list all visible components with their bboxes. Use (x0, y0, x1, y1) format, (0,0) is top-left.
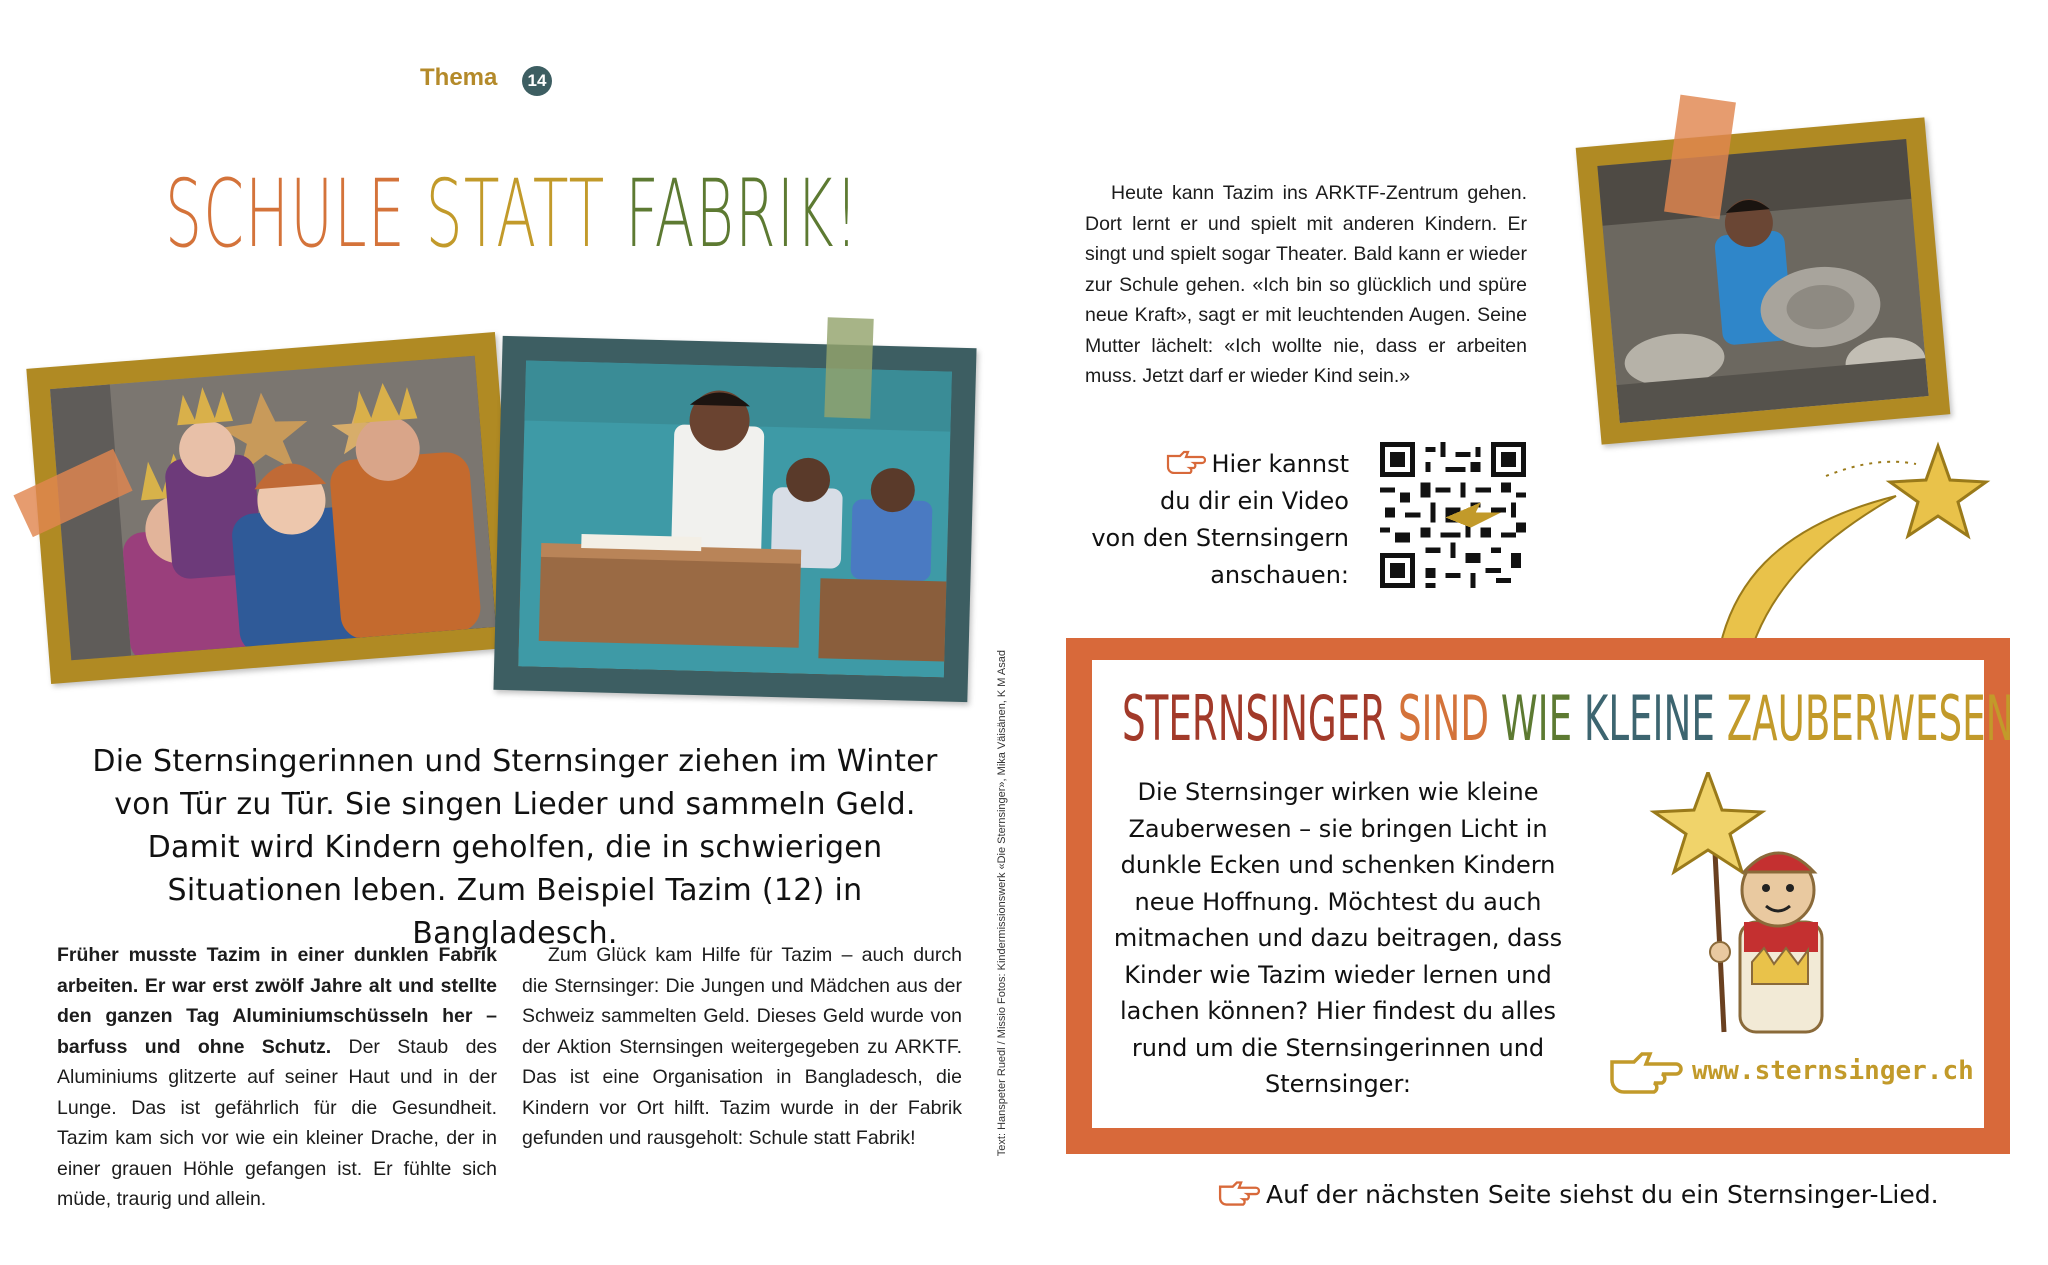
qr-code-icon[interactable] (1380, 442, 1526, 588)
page-title (165, 160, 860, 269)
classroom-picture (518, 360, 952, 677)
next-page-note-text: Auf der nächsten Seite siehst du ein Sternsinger-Lied. (1266, 1180, 1939, 1209)
body-column-2: Zum Glück kam Hilfe für Tazim – auch durch die Sternsinger: Die Jungen und Mädchen aus der Schweiz sammelten Geld. Dieses Geld wurde von der Aktion Sternsingen weitergegeben zu ARKTF. Das ist eine Organisation in Bangladesch, die Kindern vor Ort hilft. Tazim wurde in der Fabrik gefunden und rausgeholt: Schule statt Fabrik! (522, 944, 962, 1149)
photo-sternsinger-children (26, 332, 519, 684)
title-word-3: FABRIK! (625, 160, 860, 269)
star-mascot-illustration (1632, 772, 1862, 1052)
info-box-text: Die Sternsinger wirken wie kleine Zauberwesen – sie bringen Licht in dunkle Ecken und schenken Kindern neue Hoffnung. Möchtest du auch mitmachen und dazu beitragen, dass Kinder wie Tazim wieder lernen und lachen können? Hier findest du alles rund um die Sternsingerinnen und Sternsinger: (1113, 778, 1563, 1098)
photo-classroom (493, 336, 976, 702)
body-column-1-bold: Früher musste Tazim in einer dunklen Fabrik arbeiten. Er war erst zwölf Jahre alt und stellte den ganzen Tag Aluminiumschüsseln her – barfuss und ohne Schutz. (57, 944, 497, 1058)
title-word-2: STATT (425, 160, 606, 269)
body-column-1 (57, 940, 497, 1215)
pointing-hand-icon (1608, 1050, 1684, 1096)
video-hint-line-2: du dir ein Video (1160, 487, 1349, 515)
info-box-title-word-5: ZAUBERWESEN (1726, 682, 2014, 755)
page-number-badge: 14 (522, 66, 552, 96)
body-column-1-text: Der Staub des Aluminiums glitzerte auf seiner Haut und in der Lunge. Das ist gefährlich für die Gesundheit. Tazim kam sich vor wie ein kleiner Drache, der in einer grauen Höhle gefangen ist. Er fühlte sich müde, traurig und allein. (57, 1035, 498, 1210)
title-word-1: SCHULE (165, 160, 406, 269)
pointing-hand-icon (1166, 450, 1206, 474)
info-box-title-word-1: STERNSINGER (1122, 682, 1387, 755)
video-hint (1085, 446, 1349, 594)
info-box-title-word-3: WIE (1500, 682, 1573, 755)
lead-paragraph: Die Sternsingerinnen und Sternsinger ziehen im Winter von Tür zu Tür. Sie singen Lieder und sammeln Geld. Damit wird Kindern geholfen, die in schwierigen Situationen leben. Zum Beispiel Tazim (12) in Bangladesch. (92, 744, 938, 951)
video-hint-line-3: von den Sternsingern (1091, 524, 1349, 552)
section-label: Thema (420, 64, 498, 91)
children-crowns-picture (50, 356, 496, 661)
pointing-hand-icon (1218, 1180, 1260, 1206)
photo-credit (996, 650, 1018, 1210)
info-box-title (1122, 682, 2014, 755)
photo-credit-text: Text: Hanspeter Ruedl / Missio Fotos: Kindermissionswerk «Die Sternsinger», Mika Väisänen, K M Asad (996, 650, 1008, 1157)
factory-picture (1597, 139, 1928, 423)
next-page-note (1218, 1180, 1939, 1209)
video-hint-line-1: Hier kannst (1085, 446, 1349, 483)
right-paragraph: Heute kann Tazim ins ARKTF-Zentrum gehen. Dort lernt er und spielt mit anderen Kindern. Er singt und spielt sogar Theater. Bald kann er wieder zur Schule gehen. «Ich bin so glücklich und spüre neue Kraft», sagt er mit leuchtenden Augen. Seine Mutter lächelt: «Ich wollte nie, dass er arbeiten muss. Jetzt darf er wieder Kind sein.» (1085, 182, 1527, 387)
info-box-title-word-4: KLEINE (1583, 682, 1715, 755)
video-hint-line-4: anschauen: (1210, 561, 1349, 589)
sternsinger-website-link[interactable]: www.sternsinger.ch (1692, 1056, 1974, 1086)
photo-factory (1576, 117, 1951, 444)
decorative-tape (824, 317, 873, 419)
info-box-title-word-2: SIND (1397, 682, 1490, 755)
